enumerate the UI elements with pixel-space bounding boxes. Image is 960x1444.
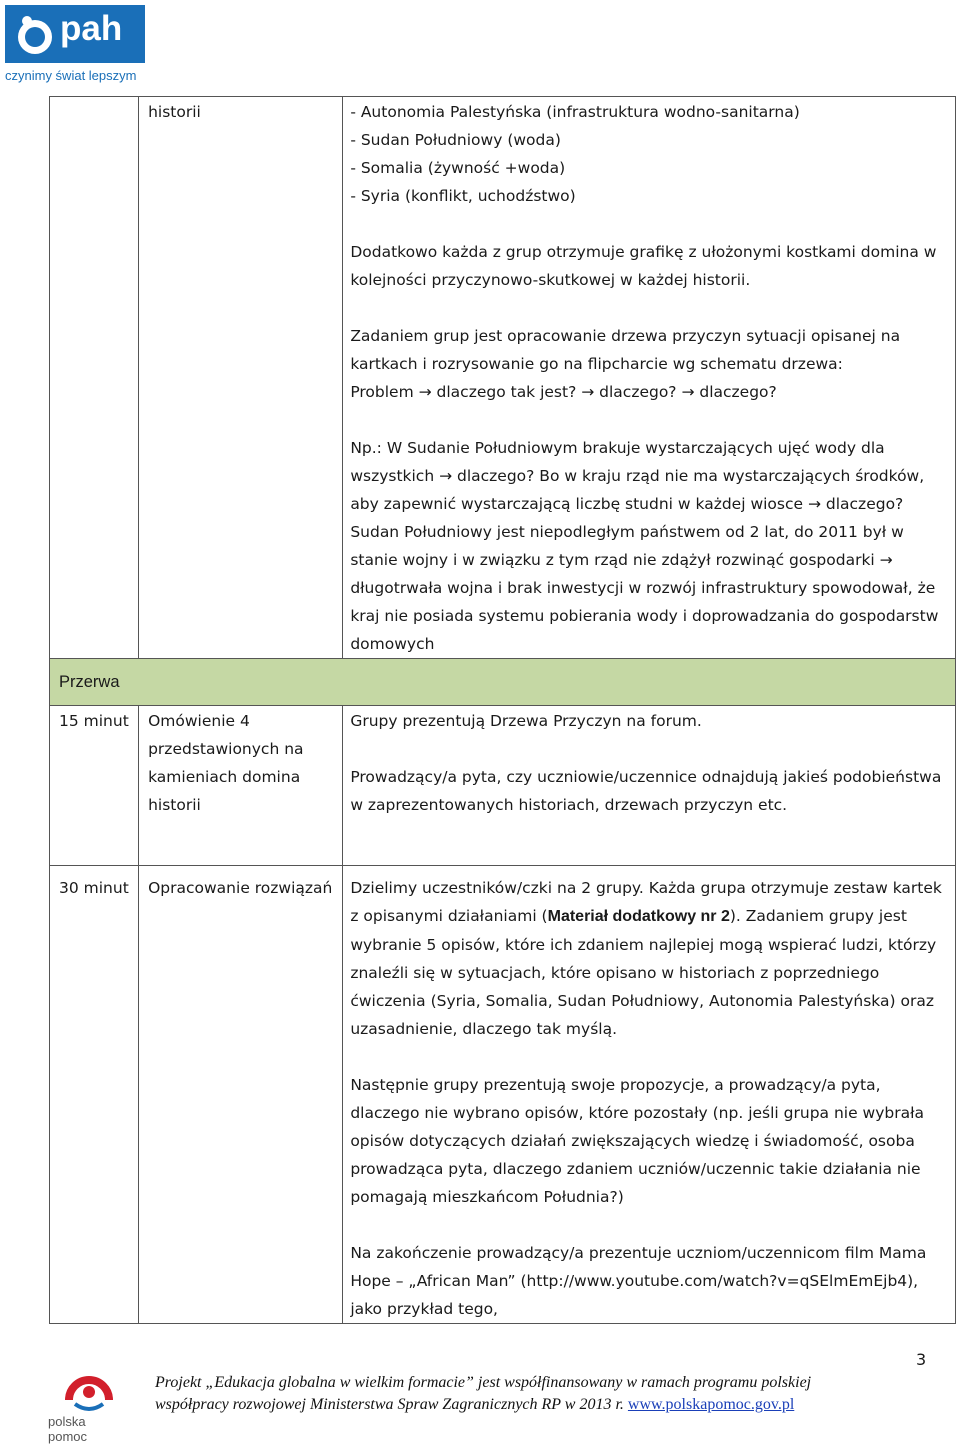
polska-pomoc-logo [48, 1370, 128, 1444]
material-reference: Materiał dodatkowy nr 2 [547, 908, 730, 925]
table-row [50, 706, 956, 866]
pah-logo [5, 5, 145, 63]
description-cell [343, 866, 956, 1324]
paragraph: Dodatkowo każda z grup otrzymuje grafikę z ułożonymi kostkami domina w kolejności przyczynowo-skutkowej w każdej historii. [350, 243, 937, 289]
paragraph: Problem → dlaczego tak jest? → dlaczego? → dlaczego? [350, 383, 777, 401]
time-cell: 30 minut [50, 866, 139, 1324]
footer-link[interactable]: www.polskapomoc.gov.pl [627, 1396, 795, 1413]
paragraph: Następnie grupy prezentują swoje propozycje, a prowadzący/a pyta, dlaczego nie wybrano opisów, które pozostały (np. jeśli grupa nie wybrała opisów dotyczących działań zwiększających wiedzę i świadomość, osoba prowadząca pyta, dlaczego zdaniem uczniów/uczennic takie działania nie pomagają mieszkańcom Południa?) [350, 1076, 925, 1206]
paragraph [350, 874, 947, 1043]
logo-text: pah [60, 9, 123, 48]
description-cell [343, 97, 956, 659]
footer-line [155, 1394, 811, 1416]
footer-line-text: współpracy rozwojowej Ministerstwa Spraw Zagranicznych RP w 2013 r. [155, 1396, 624, 1413]
paragraph: Grupy prezentują Drzewa Przyczyn na forum. [350, 712, 702, 730]
activity-title: historii [148, 103, 201, 121]
paragraph: Na zakończenie prowadzący/a prezentuje uczniom/uczennicom film Mama Hope – „African Man” (http://www.youtube.com/watch?v=qSElmEmEjb4), jako przykład tego, [350, 1244, 927, 1318]
pah-figure-icon [13, 13, 57, 57]
activity-cell: Omówienie 4 przedstawionych na kamieniach domina historii [139, 706, 343, 866]
activity-cell: Opracowanie rozwiązań [139, 866, 343, 1324]
polska-pomoc-icon [63, 1370, 115, 1412]
polska-pomoc-caption: polska pomoc [48, 1414, 88, 1444]
footer-text [155, 1372, 811, 1416]
time-cell [50, 97, 139, 659]
footer-line: Projekt „Edukacja globalna w wielkim formacie” jest współfinansowany w ramach programu polskiej [155, 1374, 812, 1391]
break-label: Przerwa [50, 659, 956, 706]
break-row [50, 659, 956, 706]
time-cell: 15 minut [50, 706, 139, 866]
table-row [50, 97, 956, 659]
paragraph-text: Dzielimy uczestników/czki na 2 grupy. Każda grupa otrzymuje zestaw kartek z opisanymi działaniami ( [350, 879, 942, 925]
paragraph: Zadaniem grup jest opracowanie drzewa przyczyn sytuacji opisanej na kartkach i rozrysowanie go na flipcharcie wg schematu drzewa: [350, 327, 901, 373]
description-cell [343, 706, 956, 866]
page-number: 3 [916, 1350, 927, 1369]
list-item: - Somalia (żywność +woda) [350, 159, 566, 177]
list-item: - Autonomia Palestyńska (infrastruktura wodno-sanitarna) [350, 103, 800, 121]
activity-cell [139, 97, 343, 659]
logo-tagline: czynimy świat lepszym [5, 68, 137, 83]
table-row [50, 866, 956, 1324]
lesson-table [49, 96, 956, 1324]
paragraph: Np.: W Sudanie Południowym brakuje wystarczających ujęć wody dla wszystkich → dlaczego? Bo w kraju rząd nie ma wystarczających środków, aby zapewnić wystarczającą liczbę studni w każdej wiosce → dlaczego? Sudan Południowy jest niepodległym państwem od 2 lat, do 2011 był w stanie wojny i w związku z tym rząd nie zdążył rozwinąć gospodarki → długotrwała wojna i brak inwestycji w rozwój infrastruktury spowodował, że kraj nie posiada systemu pobierania wody i doprowadzania do gospodarstw domowych [350, 439, 939, 653]
list-item: - Syria (konflikt, uchodźstwo) [350, 187, 576, 205]
list-item: - Sudan Południowy (woda) [350, 131, 561, 149]
paragraph-text: ). Zadaniem grupy jest wybranie 5 opisów, które ich zdaniem najlepiej mogą wspierać ludzi, którzy znaleźli się w sytuacjach, które opisano w historiach z poprzedniego ćwiczenia (Syria, Somalia, Sudan Południowy, Autonomia Palestyńska) oraz uzasadnienie, dlaczego tak myślą. [350, 907, 937, 1038]
paragraph: Prowadzący/a pyta, czy uczniowie/uczennice odnajdują jakieś podobieństwa w zaprezentowanych historiach, drzewach przyczyn etc. [350, 768, 942, 814]
